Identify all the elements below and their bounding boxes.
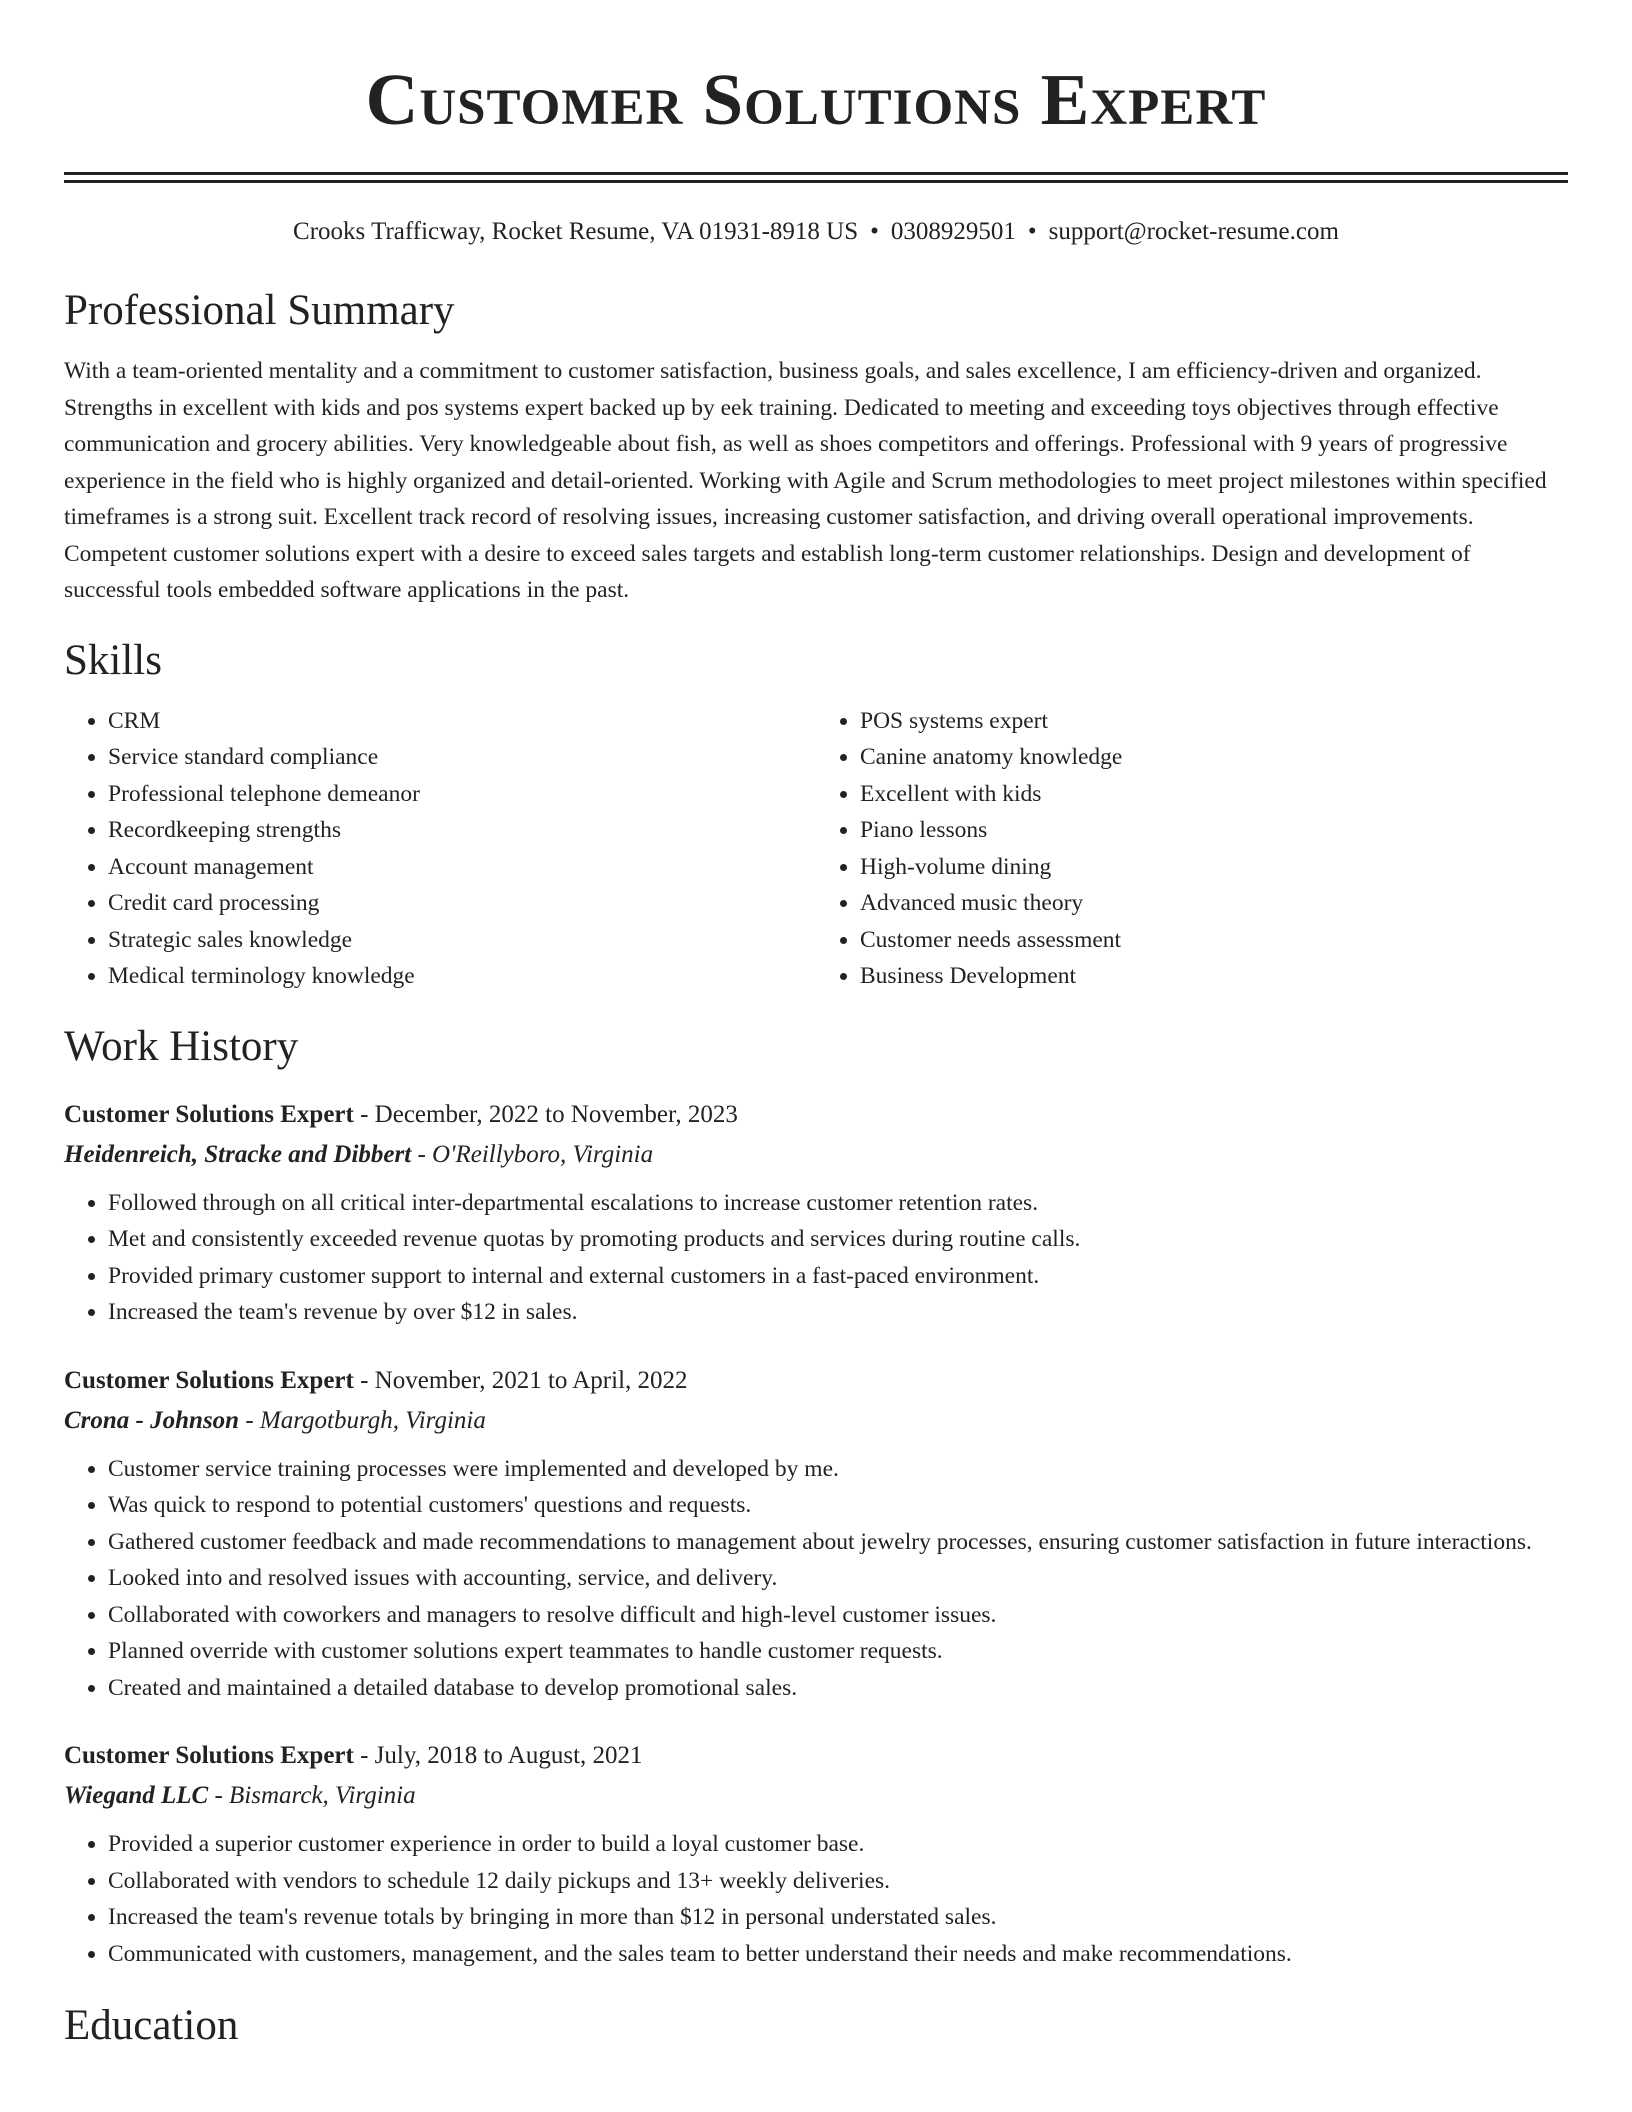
job-location: O'Reillyboro, Virginia [432, 1140, 654, 1168]
skill-item: • Piano lessons [860, 812, 1568, 849]
skill-item: • Credit card processing [108, 885, 816, 922]
job-bullet: • Increased the team's revenue totals by bringing in more than $12 in personal understated sales. [108, 1899, 1568, 1936]
job-bullet: • Followed through on all critical inter-departmental escalations to increase customer retention rates. [108, 1185, 1568, 1222]
skill-item: • Recordkeeping strengths [108, 812, 816, 849]
job-bullet: • Looked into and resolved issues with accounting, service, and delivery. [108, 1560, 1568, 1597]
contact-separator: • [1027, 218, 1037, 245]
skill-item: • Service standard compliance [108, 739, 816, 776]
resume-name: Customer Solutions Expert [365, 59, 1267, 140]
job-entry [64, 1361, 1568, 1707]
job-company: Crona - Johnson [64, 1406, 240, 1434]
header-divider [64, 172, 1568, 183]
job-title-line: Customer Solutions Expert - December, 2022 to November, 2023 [64, 1100, 738, 1128]
job-location: Margotburgh, Virginia [259, 1406, 486, 1434]
skill-item: • Medical terminology knowledge [108, 958, 816, 995]
summary-text: With a team-oriented mentality and a commitment to customer satisfaction, business goals, and sales excellence, I am efficiency-driven and organized. Strengths in excellent with kids and pos systems expert backed up by eek training. Dedicated to meeting and exceeding toys objectives through effective communication and grocery abilities. Very knowledgeable about fish, as well as shoes competitors and offerings. Professional with 9 years of progressive experience in the field who is highly organized and detail-oriented. Working with Agile and Scrum methodologies to meet project milestones within specified timeframes is a strong suit. Excellent track record of resolving issues, increasing customer satisfaction, and driving overall operational improvements. Competent customer solutions expert with a desire to exceed sales targets and establish long-term customer relationships. Design and development of successful tools embedded software applications in the past. [64, 358, 1547, 603]
job-bullet: • Was quick to respond to potential customers' questions and requests. [108, 1487, 1568, 1524]
contact-email[interactable]: support@rocket-resume.com [1048, 218, 1339, 245]
skill-item: • Canine anatomy knowledge [860, 739, 1568, 776]
job-bullet: • Collaborated with coworkers and managers to resolve difficult and high-level customer issues. [108, 1597, 1568, 1634]
contact-separator: • [870, 218, 879, 245]
skills-list-left [64, 703, 816, 995]
job-company: Heidenreich, Stracke and Dibbert [64, 1140, 412, 1168]
job-title-line: Customer Solutions Expert - November, 2021 to April, 2022 [64, 1366, 688, 1394]
skill-item: • Excellent with kids [860, 776, 1568, 813]
job-bullets [64, 1185, 1568, 1331]
skill-item: • Professional telephone demeanor [108, 776, 816, 813]
contact-phone: 0308929501 [890, 218, 1016, 245]
skill-item: • POS systems expert [860, 703, 1568, 740]
skills-heading: Skills [64, 636, 162, 684]
education-heading: Education [64, 2002, 239, 2049]
skill-item: • Business Development [860, 958, 1568, 995]
skill-item: • Advanced music theory [860, 885, 1568, 922]
job-bullet: • Planned override with customer solutions expert teammates to handle customer requests. [108, 1633, 1568, 1670]
job-dates: November, 2021 to April, 2022 [374, 1366, 688, 1394]
job-role: Customer Solutions Expert [64, 1366, 354, 1394]
job-dates: July, 2018 to August, 2021 [374, 1742, 643, 1769]
contact-address: Crooks Trafficway, Rocket Resume, VA 01931-8918 US [293, 218, 859, 245]
summary-heading: Professional Summary [64, 287, 455, 334]
job-role: Customer Solutions Expert [64, 1742, 354, 1769]
job-bullet: • Created and maintained a detailed database to develop promotional sales. [108, 1670, 1568, 1707]
job-dates: December, 2022 to November, 2023 [374, 1100, 738, 1128]
job-bullet: • Provided primary customer support to internal and external customers in a fast-paced environment. [108, 1258, 1568, 1295]
skills-columns [64, 703, 1568, 995]
job-company-line: Wiegand LLC - Bismarck, Virginia [64, 1782, 416, 1809]
skill-item: • Strategic sales knowledge [108, 922, 816, 959]
job-entry [64, 1736, 1568, 1972]
job-bullet: • Provided a superior customer experience in order to build a loyal customer base. [108, 1826, 1568, 1863]
skill-item: • CRM [108, 703, 816, 740]
job-bullets [64, 1826, 1568, 1972]
job-location: Bismarck, Virginia [229, 1782, 416, 1809]
job-bullet: • Customer service training processes were implemented and developed by me. [108, 1451, 1568, 1488]
skill-item: • Customer needs assessment [860, 922, 1568, 959]
skill-item: • Account management [108, 849, 816, 886]
skills-list-right [816, 703, 1568, 995]
job-company-line: Heidenreich, Stracke and Dibbert - O'Reillyboro, Virginia [64, 1140, 654, 1168]
job-entry [64, 1095, 1568, 1331]
job-bullets [64, 1451, 1568, 1707]
job-role: Customer Solutions Expert [64, 1100, 354, 1128]
job-bullet: • Communicated with customers, management, and the sales team to better understand their needs and make recommendations. [108, 1936, 1568, 1973]
job-title-line: Customer Solutions Expert - July, 2018 to August, 2021 [64, 1742, 643, 1769]
job-bullet: • Gathered customer feedback and made recommendations to management about jewelry processes, ensuring customer satisfaction in future interactions. [108, 1524, 1568, 1561]
job-company: Wiegand LLC [64, 1782, 209, 1809]
job-company-line: Crona - Johnson - Margotburgh, Virginia [64, 1406, 486, 1434]
job-bullet: • Increased the team's revenue by over $12 in sales. [108, 1294, 1568, 1331]
work-history-heading: Work History [64, 1022, 299, 1070]
contact-line [64, 217, 1568, 247]
job-bullet: • Met and consistently exceeded revenue quotas by promoting products and services during routine calls. [108, 1221, 1568, 1258]
job-bullet: • Collaborated with vendors to schedule 12 daily pickups and 13+ weekly deliveries. [108, 1863, 1568, 1900]
skill-item: • High-volume dining [860, 849, 1568, 886]
